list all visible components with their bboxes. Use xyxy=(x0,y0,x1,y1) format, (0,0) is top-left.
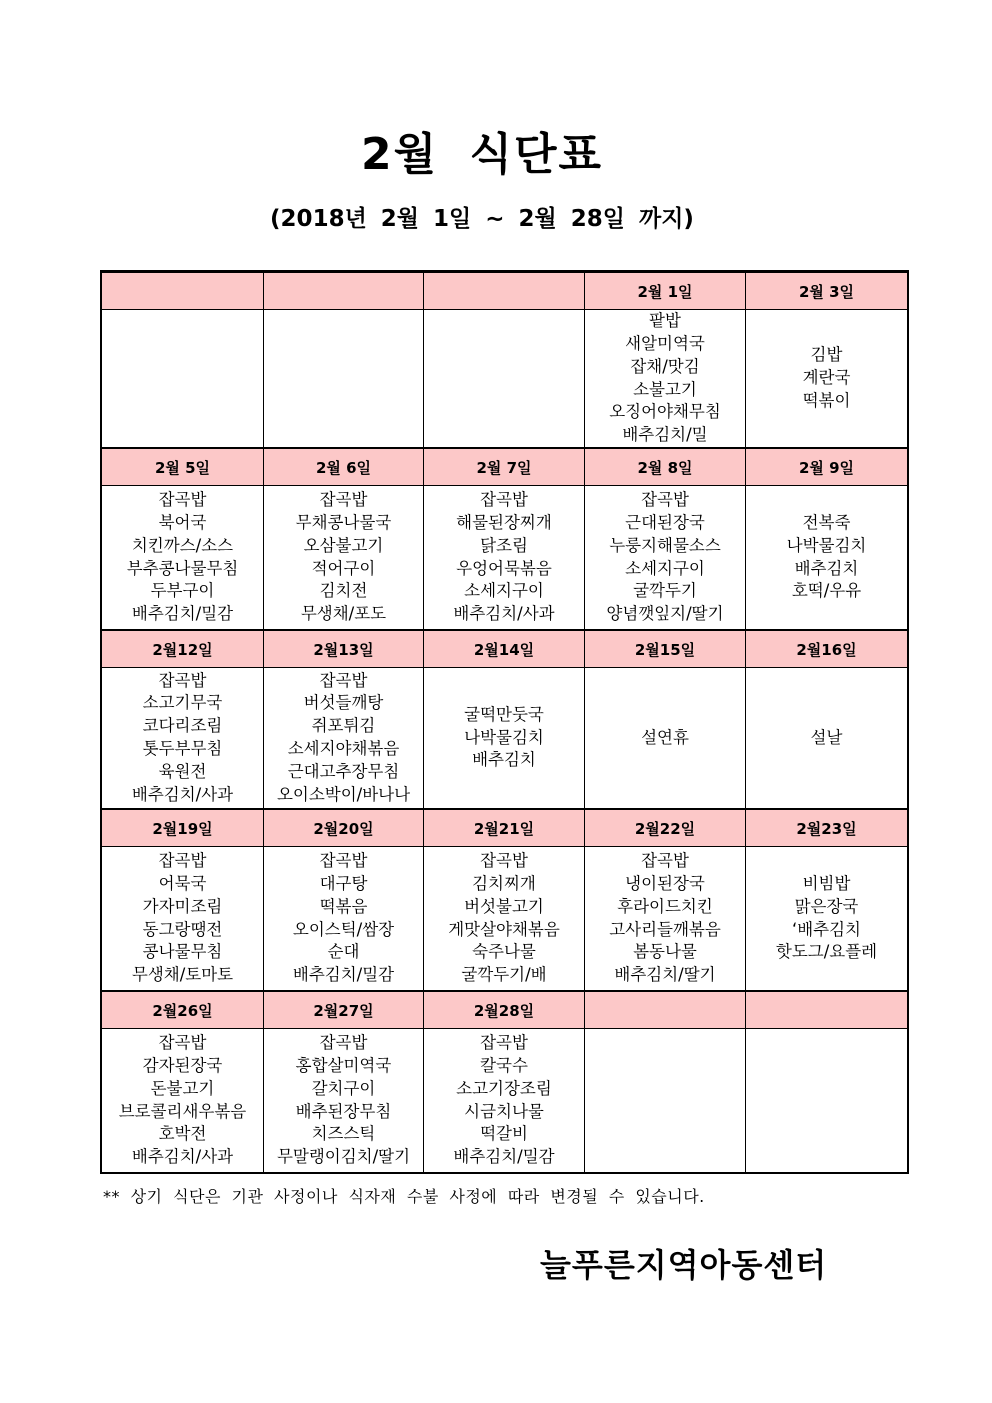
day-menu-cell xyxy=(424,847,585,992)
menu-item: 설날 xyxy=(810,727,843,747)
menu-item: 새알미역국 xyxy=(625,333,705,353)
menu-table xyxy=(101,271,908,1173)
menu-item: 돈불고기 xyxy=(150,1078,215,1098)
menu-item: 동그랑땡전 xyxy=(142,919,223,939)
day-menu-cell xyxy=(102,310,264,449)
day-date-cell: 2월15일 xyxy=(585,630,746,668)
day-menu-cell xyxy=(746,310,908,449)
menu-item: 오이스틱/쌈장 xyxy=(292,919,395,939)
menu-item: 잡곡밥 xyxy=(480,1033,528,1053)
menu-item: 소고기장조림 xyxy=(456,1078,552,1098)
menu-item: 맑은장국 xyxy=(794,896,859,916)
day-date-cell: 2월26일 xyxy=(102,991,264,1029)
day-menu-cell xyxy=(264,486,424,631)
day-date-cell: 2월16일 xyxy=(746,630,908,668)
day-menu-cell xyxy=(585,847,746,992)
day-date-cell xyxy=(585,991,746,1029)
menu-item: 잡곡밥 xyxy=(641,490,689,510)
menu-item: 가자미조림 xyxy=(142,896,223,916)
day-menu-cell xyxy=(585,668,746,810)
menu-item: 냉이된장국 xyxy=(625,873,705,893)
menu-item: 배추김치 xyxy=(794,558,859,578)
menu-item: 무말랭이김치/딸기 xyxy=(276,1147,411,1167)
menu-item: 비빔밥 xyxy=(802,873,851,893)
day-menu-cell xyxy=(746,847,908,992)
week-header-row xyxy=(102,991,908,1029)
menu-item: 감자된장국 xyxy=(142,1055,223,1075)
menu-item: 계란국 xyxy=(802,368,851,388)
menu-item: 잡곡밥 xyxy=(319,851,368,871)
menu-item: 굴깍두기 xyxy=(633,581,697,601)
menu-item: 소불고기 xyxy=(633,379,697,399)
menu-item: 잡곡밥 xyxy=(158,1033,207,1053)
day-menu-cell xyxy=(424,668,585,810)
menu-item: 톳두부무침 xyxy=(142,739,223,758)
menu-item: 숙주나물 xyxy=(472,942,536,962)
day-date-cell xyxy=(102,272,264,310)
menu-item: ‘배추김치 xyxy=(791,919,861,939)
day-date-cell xyxy=(746,991,908,1029)
menu-item: 잡곡밥 xyxy=(480,490,528,510)
menu-item: 오이소박이/바나나 xyxy=(276,784,411,804)
week-menu-row xyxy=(102,486,908,631)
menu-item: 버섯들깨탕 xyxy=(303,693,384,713)
menu-item: 잡채/맛김 xyxy=(630,356,700,376)
menu-item: 소세지구이 xyxy=(625,558,705,578)
menu-item: 부추콩나물무침 xyxy=(126,558,239,578)
menu-item: 설연휴 xyxy=(641,727,689,747)
menu-item: 나박물김치 xyxy=(786,535,867,555)
menu-item: 소세지야채볶음 xyxy=(287,739,400,758)
day-date-cell: 2월 3일 xyxy=(746,272,908,310)
menu-item: 무생채/토마토 xyxy=(131,965,234,985)
menu-item: 배추김치/밀감 xyxy=(292,965,395,985)
menu-item: 잡곡밥 xyxy=(319,1033,368,1053)
menu-item: 양념깻잎지/딸기 xyxy=(606,604,724,624)
week-menu-row xyxy=(102,847,908,992)
menu-item: 배추김치 xyxy=(472,750,536,770)
menu-item: 배추김치/딸기 xyxy=(614,965,716,985)
week-header-row xyxy=(102,272,908,310)
menu-item: 적어구이 xyxy=(311,558,376,578)
menu-item: 배추김치/밀감 xyxy=(453,1147,555,1167)
day-menu-cell xyxy=(102,668,264,810)
day-date-cell xyxy=(264,272,424,310)
day-menu-cell xyxy=(424,310,585,449)
menu-item: 브로콜리새우볶음 xyxy=(118,1101,247,1121)
menu-item: 호떡/우유 xyxy=(791,581,862,601)
day-menu-cell xyxy=(102,1029,264,1173)
menu-item: 나박물김치 xyxy=(464,727,544,747)
menu-item: 코다리조림 xyxy=(142,716,223,736)
day-date-cell: 2월 6일 xyxy=(264,448,424,486)
menu-item: 무생채/포도 xyxy=(300,604,387,624)
menu-item: 배추김치/사과 xyxy=(453,604,555,624)
day-date-cell xyxy=(424,272,585,310)
menu-item: 해물된장찌개 xyxy=(456,512,552,532)
menu-item: 콩나물무침 xyxy=(142,942,223,962)
menu-item: 핫도그/요플레 xyxy=(775,942,878,962)
menu-table-body xyxy=(102,272,908,1173)
menu-item: 우엉어묵볶음 xyxy=(456,558,552,578)
menu-item: 잡곡밥 xyxy=(158,670,207,690)
menu-item: 대구탕 xyxy=(319,873,368,893)
menu-item: 북어국 xyxy=(158,512,207,532)
day-menu-cell xyxy=(585,1029,746,1173)
menu-item: 칼국수 xyxy=(480,1055,528,1075)
menu-item: 홍합살미역국 xyxy=(295,1055,392,1075)
menu-item: 팥밥 xyxy=(649,311,681,331)
day-date-cell: 2월20일 xyxy=(264,809,424,847)
day-date-cell: 2월21일 xyxy=(424,809,585,847)
day-menu-cell xyxy=(746,486,908,631)
organization-name: 늘푸른지역아동센터 xyxy=(540,1246,828,1284)
menu-item: 소세지구이 xyxy=(464,581,544,601)
menu-item: 근대고추장무침 xyxy=(287,761,400,781)
menu-item: 배추김치/밀감 xyxy=(131,604,234,624)
day-date-cell: 2월13일 xyxy=(264,630,424,668)
day-menu-cell xyxy=(264,1029,424,1173)
menu-item: 시금치나물 xyxy=(464,1101,544,1121)
menu-item: 봄동나물 xyxy=(633,942,697,962)
day-date-cell: 2월 1일 xyxy=(585,272,746,310)
day-date-cell: 2월28일 xyxy=(424,991,585,1029)
menu-item: 소고기무국 xyxy=(142,693,223,713)
menu-item: 잡곡밥 xyxy=(641,851,689,871)
day-date-cell: 2월12일 xyxy=(102,630,264,668)
menu-item: 배추김치/사과 xyxy=(131,1147,234,1167)
menu-item: 떡갈비 xyxy=(480,1124,528,1144)
menu-item: 잡곡밥 xyxy=(319,490,368,510)
day-date-cell: 2월 9일 xyxy=(746,448,908,486)
menu-item: 오삼불고기 xyxy=(303,535,384,555)
menu-item: 무채콩나물국 xyxy=(295,512,392,532)
day-date-cell: 2월22일 xyxy=(585,809,746,847)
menu-item: 육원전 xyxy=(158,761,207,781)
week-menu-row xyxy=(102,310,908,449)
day-menu-cell xyxy=(264,310,424,449)
menu-item: 배추된장무침 xyxy=(295,1101,392,1121)
menu-item: 잡곡밥 xyxy=(158,851,207,871)
menu-item: 고사리들깨볶음 xyxy=(609,919,721,939)
date-range-subtitle: (2018년 2월 1일 ~ 2월 28일 까지) xyxy=(270,206,694,232)
menu-item: 누룽지해물소스 xyxy=(609,535,721,555)
menu-item: 순대 xyxy=(327,942,360,962)
menu-item: 전복죽 xyxy=(802,512,851,532)
menu-item: 떡볶이 xyxy=(802,390,851,410)
menu-item: 김치찌개 xyxy=(472,873,536,893)
menu-item: 김치전 xyxy=(319,581,368,601)
day-menu-cell xyxy=(746,668,908,810)
day-date-cell: 2월19일 xyxy=(102,809,264,847)
menu-item: 호박전 xyxy=(158,1124,207,1144)
menu-item: 게맛살야채볶음 xyxy=(448,919,560,939)
day-menu-cell xyxy=(102,486,264,631)
day-date-cell: 2월 7일 xyxy=(424,448,585,486)
day-menu-cell xyxy=(585,486,746,631)
menu-item: 오징어야채무침 xyxy=(609,402,721,422)
menu-item: 굴떡만둣국 xyxy=(464,704,544,724)
day-date-cell: 2월 8일 xyxy=(585,448,746,486)
menu-item: 김밥 xyxy=(810,345,843,365)
menu-item: 치즈스틱 xyxy=(311,1124,376,1144)
day-date-cell: 2월 5일 xyxy=(102,448,264,486)
menu-item: 버섯불고기 xyxy=(464,896,544,916)
menu-item: 갈치구이 xyxy=(311,1078,376,1098)
menu-item: 후라이드치킨 xyxy=(617,896,713,916)
menu-item: 떡볶음 xyxy=(319,896,368,916)
week-header-row xyxy=(102,630,908,668)
day-menu-cell xyxy=(424,486,585,631)
menu-item: 잡곡밥 xyxy=(319,670,368,690)
disclaimer-note: ** 상기 식단은 기관 사정이나 식자재 수불 사정에 따라 변경될 수 있습니다. xyxy=(103,1187,705,1206)
day-date-cell: 2월27일 xyxy=(264,991,424,1029)
menu-item: 두부구이 xyxy=(150,581,215,601)
day-date-cell: 2월14일 xyxy=(424,630,585,668)
menu-item: 배추김치/밀 xyxy=(622,425,708,445)
day-menu-cell xyxy=(102,847,264,992)
menu-item: 잡곡밥 xyxy=(158,490,207,510)
day-menu-cell xyxy=(424,1029,585,1173)
menu-item: 치킨까스/소스 xyxy=(131,535,234,555)
menu-item: 근대된장국 xyxy=(625,512,705,532)
menu-item: 쥐포튀김 xyxy=(311,716,376,736)
day-menu-cell xyxy=(264,668,424,810)
page-title: 2월 식단표 xyxy=(361,129,603,180)
day-menu-cell xyxy=(746,1029,908,1173)
menu-item: 어묵국 xyxy=(158,873,207,893)
menu-item: 닭조림 xyxy=(480,535,528,555)
menu-item: 배추김치/사과 xyxy=(131,784,234,804)
week-header-row xyxy=(102,448,908,486)
day-menu-cell xyxy=(585,310,746,449)
menu-item: 굴깍두기/배 xyxy=(461,965,547,985)
menu-item: 잡곡밥 xyxy=(480,851,528,871)
week-menu-row xyxy=(102,668,908,810)
day-menu-cell xyxy=(264,847,424,992)
week-header-row xyxy=(102,809,908,847)
week-menu-row xyxy=(102,1029,908,1173)
day-date-cell: 2월23일 xyxy=(746,809,908,847)
